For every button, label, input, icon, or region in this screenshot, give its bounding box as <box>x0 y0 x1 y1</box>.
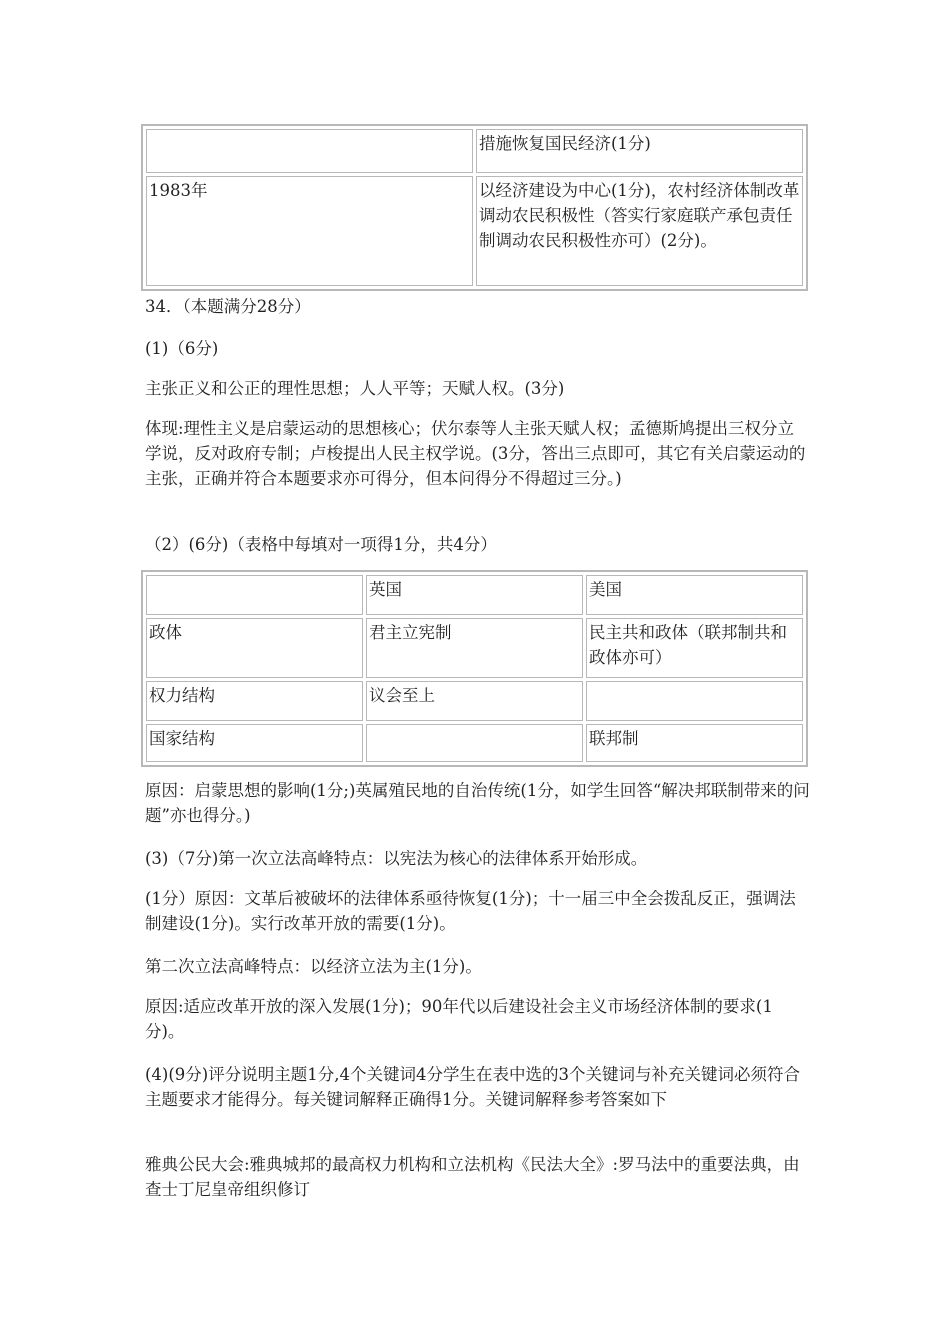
table-row <box>146 618 803 678</box>
table-cell: 民主共和政体（联邦制共和政体亦可） <box>586 618 803 678</box>
part-2-reason: 原因：启蒙思想的影响(1分;)英属殖民地的自治传统(1分，如学生回答“解决邦联制带来的问题”亦也得分。) <box>145 781 810 825</box>
table-row <box>146 176 803 286</box>
comparison-table <box>141 570 808 767</box>
part-2-heading: （2）(6分)（表格中每填对一项得1分，共4分） <box>145 535 497 554</box>
table-row <box>146 724 803 762</box>
table-cell: 议会至上 <box>366 681 583 721</box>
table-header-cell <box>146 575 363 615</box>
part-1-heading: (1)（6分) <box>145 339 219 358</box>
table-cell: 君主立宪制 <box>366 618 583 678</box>
part-3-second-reason: 原因:适应改革开放的深入发展(1分)；90年代以后建设社会主义市场经济体制的要求(1分)。 <box>145 997 773 1041</box>
table-row <box>146 681 803 721</box>
part-4-keywords: 雅典公民大会:雅典城邦的最高权力机构和立法机构《民法大全》:罗马法中的重要法典，由查士丁尼皇帝组织修订 <box>145 1155 800 1199</box>
table-cell: 国家结构 <box>146 724 363 762</box>
table-cell <box>586 681 803 721</box>
table-cell: 以经济建设为中心(1分)，农村经济体制改革调动农民积极性（答实行家庭联产承包责任制调动农民积极性亦可）(2分)。 <box>476 176 803 286</box>
answer-table-1983 <box>141 124 808 291</box>
table-cell: 政体 <box>146 618 363 678</box>
table-cell: 权力结构 <box>146 681 363 721</box>
table-cell: 1983年 <box>146 176 473 286</box>
part-1-explanation: 体现:理性主义是启蒙运动的思想核心；伏尔泰等人主张天赋人权；孟德斯鸠提出三权分立学说，反对政府专制；卢梭提出人民主权学说。(3分，答出三点即可，其它有关启蒙运动的主张，正确并符合本题要求亦可得分，但本问得分不得超过三分。) <box>145 419 806 488</box>
table-header-cell: 美国 <box>586 575 803 615</box>
part-4-instructions: (4)(9分)评分说明主题1分,4个关键词4分学生在表中选的3个关键词与补充关键词必须符合主题要求才能得分。每关键词解释正确得1分。关键词解释参考答案如下 <box>145 1065 800 1109</box>
part-3-first-peak: (3)（7分)第一次立法高峰特点：以宪法为核心的法律体系开始形成。 <box>145 849 648 868</box>
part-3-second-peak: 第二次立法高峰特点：以经济立法为主(1分)。 <box>145 957 482 976</box>
question-34-heading: 34．（本题满分28分） <box>145 297 311 316</box>
table-cell <box>146 129 473 173</box>
table-row <box>146 575 803 615</box>
part-3-first-reason: (1分）原因：文革后被破坏的法律体系亟待恢复(1分)；十一届三中全会拨乱反正，强调法制建设(1分)。实行改革开放的需要(1分)。 <box>145 889 796 933</box>
table-row <box>146 129 803 173</box>
table-cell <box>366 724 583 762</box>
part-1-answer: 主张正义和公正的理性思想；人人平等；天赋人权。(3分) <box>145 379 565 398</box>
table-cell: 措施恢复国民经济(1分) <box>476 129 803 173</box>
table-cell: 联邦制 <box>586 724 803 762</box>
table-header-cell: 英国 <box>366 575 583 615</box>
